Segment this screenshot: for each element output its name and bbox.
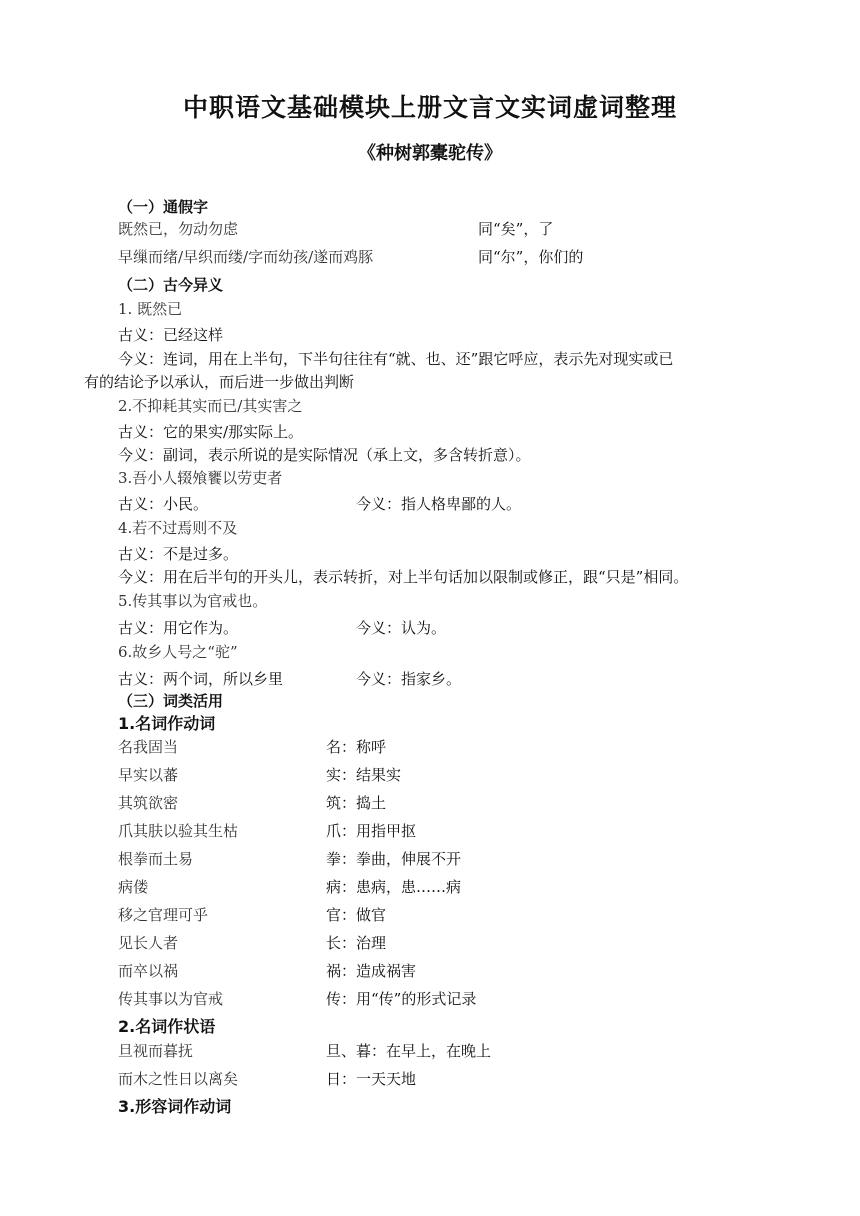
section-heading-cilei: （三）词类活用 xyxy=(118,692,224,710)
modern-meaning: 今义：指家乡。 xyxy=(356,670,462,688)
definition-text: 爪：用指甲抠 xyxy=(326,822,417,840)
definition-text: 传：用“传”的形式记录 xyxy=(326,990,477,1008)
example-text: 早缫而绪/早织而缕/字而幼孩/遂而鸡豚 xyxy=(118,248,374,266)
ancient-meaning: 古义：它的果实/那实际上。 xyxy=(118,423,304,441)
definition-text: 日：一天天地 xyxy=(326,1070,417,1088)
subsection-heading: 3.形容词作动词 xyxy=(118,1097,232,1116)
example-text: 3.吾小人辍飧饔以劳吏者 xyxy=(118,469,283,487)
definition-text: 同“矣”，了 xyxy=(478,220,554,238)
example-text: 而木之性日以离矣 xyxy=(118,1070,239,1088)
example-text: 6.故乡人号之“驼” xyxy=(118,643,238,661)
definition-text: 同“尔”，你们的 xyxy=(478,248,584,266)
definition-text: 官：做官 xyxy=(326,906,387,924)
ancient-meaning: 古义：用它作为。 xyxy=(118,619,239,637)
section-heading-gujin: （二）古今异义 xyxy=(118,276,224,294)
definition-text: 实：结果实 xyxy=(326,766,402,784)
example-text: 旦视而暮抚 xyxy=(118,1042,194,1060)
modern-meaning: 今义：用在后半句的开头儿，表示转折，对上半句话加以限制或修正，跟“只是”相同。 xyxy=(118,568,689,586)
modern-meaning: 今义：认为。 xyxy=(356,619,447,637)
document-title: 中职语文基础模块上册文言文实词虚词整理 xyxy=(182,93,677,122)
section-heading-tongjia: （一）通假字 xyxy=(118,198,209,216)
example-text: 1. 既然已 xyxy=(118,300,183,318)
example-text: 既然已，勿动勿虑 xyxy=(118,220,239,238)
example-text: 移之官理可乎 xyxy=(118,906,209,924)
ancient-meaning: 古义：两个词，所以乡里 xyxy=(118,670,284,688)
example-text: 见长人者 xyxy=(118,934,179,952)
definition-text: 筑：捣土 xyxy=(326,794,387,812)
example-text: 名我固当 xyxy=(118,738,179,756)
example-text: 5.传其事以为官戒也。 xyxy=(118,592,268,610)
modern-meaning: 今义：指人格卑鄙的人。 xyxy=(356,495,522,513)
example-text: 2.不抑耗其实而已/其实害之 xyxy=(118,397,303,415)
modern-meaning: 今义：连词，用在上半句，下半句往往有“就、也、还”跟它呼应，表示先对现实或已 xyxy=(118,350,674,368)
definition-text: 拳：拳曲，伸展不开 xyxy=(326,850,462,868)
ancient-meaning: 古义：小民。 xyxy=(118,495,209,513)
example-text: 病偻 xyxy=(118,878,149,896)
subsection-heading: 1.名词作动词 xyxy=(118,714,216,733)
definition-text: 旦、暮：在早上，在晚上 xyxy=(326,1042,492,1060)
definition-text: 名：称呼 xyxy=(326,738,387,756)
definition-text: 长：治理 xyxy=(326,934,387,952)
modern-meaning-continued: 有的结论予以承认，而后进一步做出判断 xyxy=(84,373,355,391)
example-text: 传其事以为官戒 xyxy=(118,990,224,1008)
ancient-meaning: 古义：已经这样 xyxy=(118,326,224,344)
modern-meaning: 今义：副词，表示所说的是实际情况（承上文，多含转折意）。 xyxy=(118,446,531,464)
ancient-meaning: 古义：不是过多。 xyxy=(118,545,239,563)
example-text: 其筑欲密 xyxy=(118,794,179,812)
example-text: 4.若不过焉则不及 xyxy=(118,519,238,537)
example-text: 而卒以祸 xyxy=(118,962,179,980)
definition-text: 病：患病，患……病 xyxy=(326,878,462,896)
example-text: 早实以蕃 xyxy=(118,766,179,784)
document-subtitle: 《种树郭橐驼传》 xyxy=(358,143,502,164)
example-text: 根拳而土易 xyxy=(118,850,194,868)
subsection-heading: 2.名词作状语 xyxy=(118,1017,216,1036)
definition-text: 祸：造成祸害 xyxy=(326,962,417,980)
example-text: 爪其肤以验其生枯 xyxy=(118,822,239,840)
